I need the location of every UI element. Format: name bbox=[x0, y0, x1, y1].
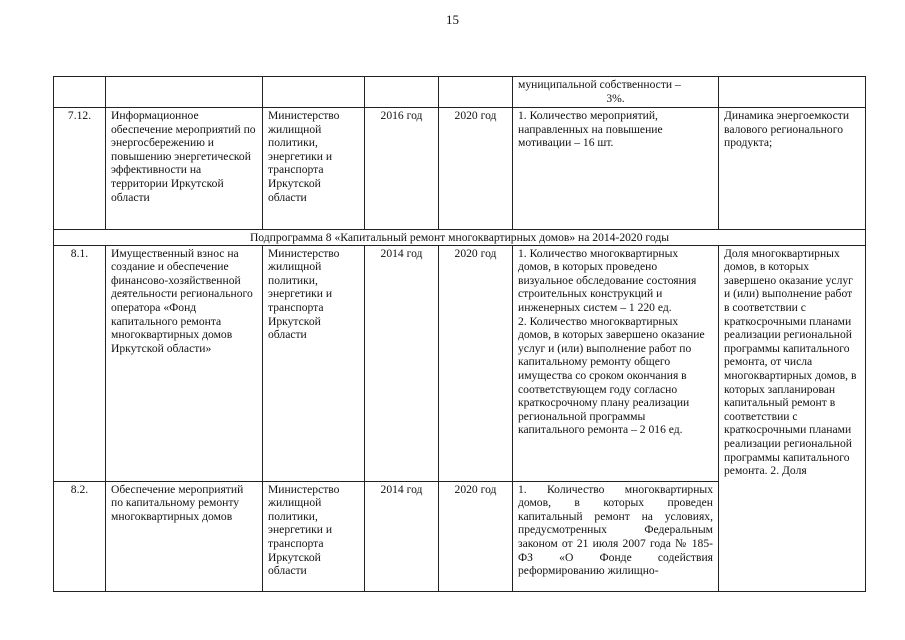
subprogram-title: Подпрограмма 8 «Капитальный ремонт многоквартирных домов» на 2014-2020 годы bbox=[54, 230, 866, 246]
cell-num: 8.1. bbox=[54, 245, 106, 481]
cell-result bbox=[719, 77, 866, 108]
table-row-continuation bbox=[54, 77, 866, 108]
page-number: 15 bbox=[446, 12, 459, 27]
cell-name bbox=[106, 77, 263, 108]
cell-start: 2016 год bbox=[365, 108, 439, 230]
table-row-7-12 bbox=[54, 108, 866, 230]
cell-num bbox=[54, 77, 106, 108]
cell-executor bbox=[263, 77, 365, 108]
cell-name: Имущественный взнос на создание и обеспечение финансово-хозяйственной деятельности регионального оператора «Фонд капитального ремонта многоквартирных домов Иркутской области» bbox=[106, 245, 263, 481]
cell-indicator bbox=[513, 245, 719, 481]
cell-start: 2014 год bbox=[365, 481, 439, 591]
subprogram-header-row bbox=[54, 230, 866, 246]
cell-num: 7.12. bbox=[54, 108, 106, 230]
cell-end: 2020 год bbox=[439, 481, 513, 591]
cell-result: Доля многоквартирных домов, в которых завершено оказание услуг и (или) выполнение работ в соответствии с краткосрочными планами реализации региональной программы капитального ремонта, от числа многоквартирных домов, в которых запланирован капитальный ремонт в соответствии с краткосрочными планами реализации региональной программы капитального ремонта. 2. Доля bbox=[719, 245, 866, 591]
cell-executor: Министерство жилищной политики, энергетики и транспорта Иркутской области bbox=[263, 481, 365, 591]
program-table bbox=[53, 76, 866, 592]
cell-executor: Министерство жилищной политики, энергетики и транспорта Иркутской области bbox=[263, 245, 365, 481]
cell-name: Информационное обеспечение мероприятий по энергосбережению и повышению энергетической эффективности на территории Иркутской области bbox=[106, 108, 263, 230]
table-row-8-1 bbox=[54, 245, 866, 481]
cell-end: 2020 год bbox=[439, 108, 513, 230]
cell-name: Обеспечение мероприятий по капитальному ремонту многоквартирных домов bbox=[106, 481, 263, 591]
cell-start bbox=[365, 77, 439, 108]
cell-executor: Министерство жилищной политики, энергетики и транспорта Иркутской области bbox=[263, 108, 365, 230]
cell-start: 2014 год bbox=[365, 245, 439, 481]
cell-result: Динамика энергоемкости валового регионального продукта; bbox=[719, 108, 866, 230]
cell-indicator: 1. Количество многоквартирных домов, в которых проведен капитальный ремонт на условиях, предусмотренных Федеральным законом от 21 июля 2007 года № 185-ФЗ «О Фонде содействия реформированию жилищно- bbox=[513, 481, 719, 591]
cell-end: 2020 год bbox=[439, 245, 513, 481]
indicator-text: 3%. bbox=[606, 91, 625, 105]
indicator-item-2: 2. Количество многоквартирных домов, в которых завершено оказание услуг и (или) выполнение работ по капитальному ремонту общего имущества со сроком окончания в соответствующем году согласно краткосрочному плану реализации региональной программы капитального ремонта – 2 016 ед. bbox=[518, 314, 705, 437]
cell-indicator: 1. Количество мероприятий, направленных на повышение мотивации – 16 шт. bbox=[513, 108, 719, 230]
cell-indicator bbox=[513, 77, 719, 108]
cell-num: 8.2. bbox=[54, 481, 106, 591]
indicator-item-1: 1. Количество многоквартирных домов, в которых проведено визуальное обследование состояния строительных конструкций и инженерных систем – 1 220 ед. bbox=[518, 246, 697, 314]
indicator-text: муниципальной собственности – bbox=[518, 78, 681, 91]
cell-end bbox=[439, 77, 513, 108]
